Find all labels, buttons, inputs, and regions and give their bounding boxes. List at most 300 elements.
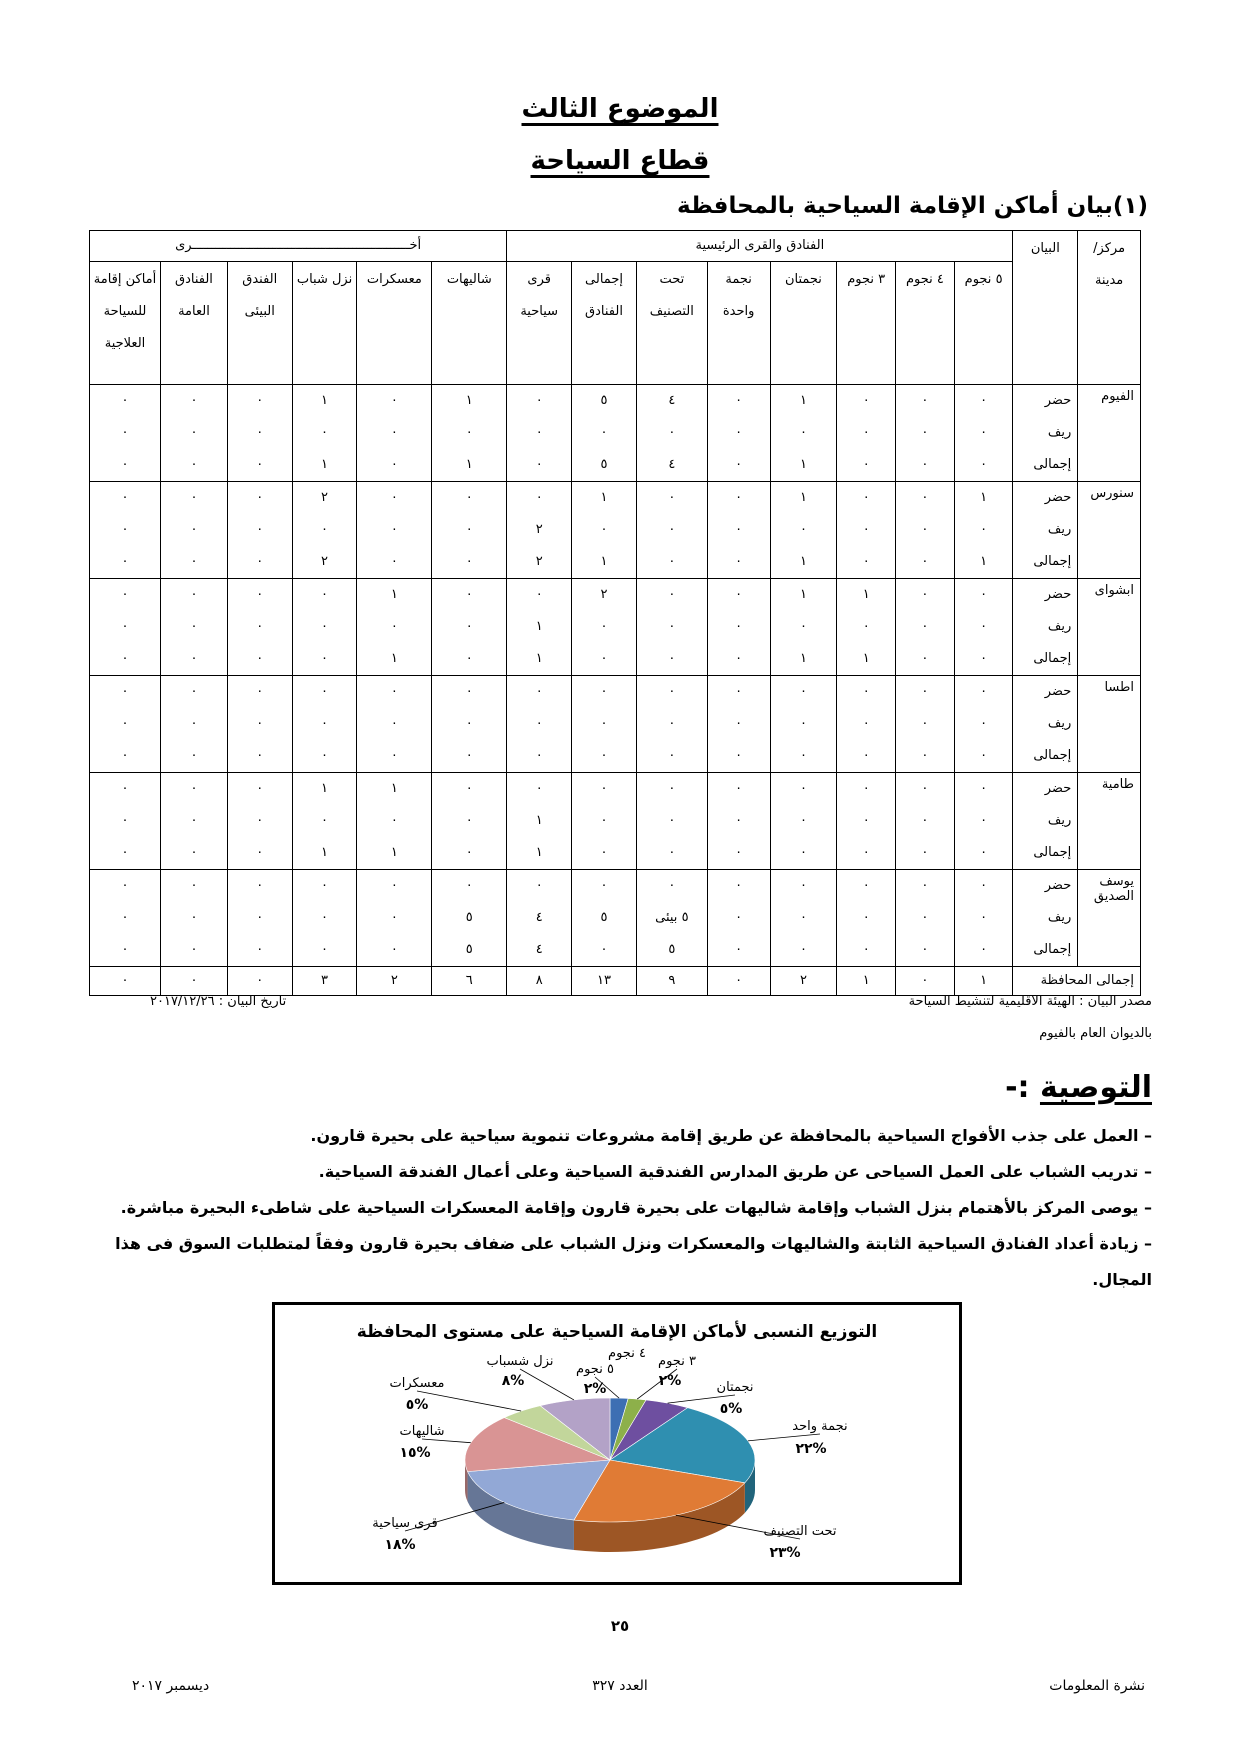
cell-value: ٠ [600, 942, 608, 957]
cell-value: ٠ [980, 878, 988, 893]
cell-value: ٠ [862, 457, 870, 472]
cell-value: ٤ [668, 393, 676, 408]
cell-value: ٠ [256, 910, 264, 925]
sub-label: ريف [1047, 619, 1072, 634]
cell-value: ٠ [799, 522, 807, 537]
cell-value: ٠ [668, 684, 676, 699]
cell-value: ٠ [321, 522, 329, 537]
total-label: إجمالى المحافظة [1013, 967, 1141, 996]
cell-value: ٠ [535, 716, 543, 731]
cell-value: ٠ [390, 942, 398, 957]
data-cell [572, 482, 637, 579]
data-cell [837, 676, 896, 773]
data-cell [770, 870, 837, 967]
row-markaz-name: ابشواى [1078, 579, 1141, 676]
data-cell [896, 870, 955, 967]
cell-value: ٠ [190, 748, 198, 763]
cell-value: ٠ [465, 522, 473, 537]
data-cell [161, 870, 228, 967]
cell-value: ١ [862, 587, 870, 602]
data-cell [292, 482, 357, 579]
cell-value: ٠ [256, 587, 264, 602]
cell-value: ٠ [121, 522, 129, 537]
cell-value: ٠ [921, 522, 929, 537]
data-cell [896, 482, 955, 579]
data-cell [432, 773, 507, 870]
data-cell [707, 676, 770, 773]
cell-value: ١ [390, 587, 398, 602]
data-cell [227, 385, 292, 482]
row-markaz-name: يوسف الصديق [1078, 870, 1141, 967]
cell-value: ٠ [121, 781, 129, 796]
row-sub-labels [1013, 870, 1078, 967]
cell-value: ١ [799, 554, 807, 569]
cell-value: ٠ [600, 845, 608, 860]
cell-value: ٠ [256, 942, 264, 957]
cell-value: ٠ [668, 554, 676, 569]
data-cell [292, 385, 357, 482]
data-cell [161, 579, 228, 676]
sub-label: إجمالى [1033, 554, 1072, 569]
table-total-row [90, 967, 1141, 996]
cell-value: ٠ [256, 425, 264, 440]
data-cell [954, 482, 1013, 579]
cell-value: ٠ [256, 813, 264, 828]
cell-value: ٠ [190, 845, 198, 860]
header-col-main: إجمالى الفنادق [572, 262, 637, 385]
data-cell [954, 579, 1013, 676]
source-line-2: بالديوان العام بالفيوم [1039, 1026, 1152, 1041]
cell-value: ٠ [465, 845, 473, 860]
data-cell [896, 676, 955, 773]
pie-label: ٣ نجوم [658, 1354, 696, 1369]
cell-value: ٠ [862, 781, 870, 796]
pie-value-label: %٢ [583, 1381, 607, 1397]
cell-value: ٠ [465, 878, 473, 893]
cell-value: ٠ [535, 393, 543, 408]
cell-value: ٠ [980, 651, 988, 666]
cell-value: ١ [535, 845, 543, 860]
pie-label: قرى سياحية [372, 1516, 438, 1531]
cell-value: ٠ [321, 748, 329, 763]
cell-value: ٠ [256, 781, 264, 796]
cell-value: ٤ [535, 910, 543, 925]
cell-value: ١ [465, 457, 473, 472]
cell-value: ٠ [256, 522, 264, 537]
total-cell: ١ [837, 967, 896, 996]
cell-value: ٠ [121, 845, 129, 860]
data-cell [837, 385, 896, 482]
data-cell [357, 482, 432, 579]
header-group-main: الفنادق والقرى الرئيسية [507, 231, 1013, 262]
pie-label: ٤ نجوم [608, 1346, 646, 1361]
cell-value: ٠ [980, 813, 988, 828]
cell-value: ٠ [799, 813, 807, 828]
recommendation-item: – زيادة أعداد الفنادق السياحية الثابتة والشاليهات والمعسكرات ونزل الشباب على ضفاف بحيرة قارون وفقاً لمتطلبات السوق فى هذا المجال. [115, 1234, 1152, 1289]
page-title: الموضوع الثالث [521, 94, 719, 124]
data-cell [572, 579, 637, 676]
cell-value: ٠ [862, 845, 870, 860]
cell-value: ٠ [735, 748, 743, 763]
cell-value: ٠ [535, 781, 543, 796]
cell-value: ٠ [862, 716, 870, 731]
cell-value: ٠ [390, 813, 398, 828]
data-cell [636, 579, 707, 676]
cell-value: ٠ [390, 425, 398, 440]
header-col-main: ٣ نجوم [837, 262, 896, 385]
data-cell [357, 773, 432, 870]
cell-value: ٠ [980, 781, 988, 796]
table-row [90, 676, 1141, 773]
data-cell [707, 482, 770, 579]
cell-value: ٠ [256, 716, 264, 731]
cell-value: ٠ [600, 619, 608, 634]
cell-value: ٠ [921, 457, 929, 472]
cell-value: ٠ [535, 684, 543, 699]
pie-value-label: %٥ [719, 1401, 743, 1417]
cell-value: ٠ [600, 748, 608, 763]
sub-label: حضر [1044, 781, 1072, 796]
cell-value: ٠ [980, 910, 988, 925]
cell-value: ٠ [862, 813, 870, 828]
cell-value: ٠ [980, 393, 988, 408]
cell-value: ٥ [668, 942, 676, 957]
pie-label: ٥ نجوم [576, 1362, 614, 1377]
cell-value: ٠ [735, 619, 743, 634]
total-cell: ٢ [770, 967, 837, 996]
cell-value: ٠ [735, 878, 743, 893]
cell-value: ١ [465, 393, 473, 408]
cell-value: ١ [535, 619, 543, 634]
cell-value: ٠ [600, 522, 608, 537]
data-cell [432, 385, 507, 482]
cell-value: ٠ [321, 878, 329, 893]
header-col-main: ٥ نجوم [954, 262, 1013, 385]
data-cell [507, 870, 572, 967]
data-cell [227, 676, 292, 773]
cell-value: ٠ [980, 684, 988, 699]
data-cell [161, 676, 228, 773]
pie-label: تحت التصنيف [763, 1524, 837, 1539]
sub-label: إجمالى [1033, 942, 1072, 957]
cell-value: ١ [600, 554, 608, 569]
pie-leader-line [520, 1369, 574, 1400]
cell-value: ١ [862, 651, 870, 666]
accommodation-table [89, 230, 1141, 996]
pie-value-label: %١٨ [384, 1537, 416, 1553]
cell-value: ٠ [921, 684, 929, 699]
cell-value: ٠ [390, 554, 398, 569]
cell-value: ٠ [921, 619, 929, 634]
pie-chart-frame [272, 1302, 962, 1585]
data-cell [90, 385, 161, 482]
cell-value: ٠ [735, 425, 743, 440]
data-cell [292, 676, 357, 773]
page-subtitle: قطاع السياحة [530, 146, 710, 176]
cell-value: ٠ [121, 490, 129, 505]
cell-value: ٥ [465, 942, 473, 957]
cell-value: ٠ [921, 942, 929, 957]
cell-value: ٠ [465, 651, 473, 666]
data-cell [432, 870, 507, 967]
cell-value: ٠ [321, 651, 329, 666]
cell-value: ٠ [921, 393, 929, 408]
cell-value: ٠ [735, 554, 743, 569]
cell-value: ٠ [862, 942, 870, 957]
cell-value: ٠ [980, 845, 988, 860]
data-cell [507, 676, 572, 773]
data-cell [707, 773, 770, 870]
cell-value: ٠ [121, 425, 129, 440]
cell-value: ٠ [190, 684, 198, 699]
header-col-main: تحت التصنيف [636, 262, 707, 385]
cell-value: ٠ [600, 781, 608, 796]
data-cell [636, 676, 707, 773]
total-cell: ٨ [507, 967, 572, 996]
total-cell: ١ [954, 967, 1013, 996]
cell-value: ٠ [668, 781, 676, 796]
cell-value: ٠ [190, 619, 198, 634]
pie-chart [275, 1305, 959, 1582]
cell-value: ١ [980, 554, 988, 569]
data-cell [707, 579, 770, 676]
cell-value: ٠ [121, 813, 129, 828]
row-sub-labels [1013, 579, 1078, 676]
cell-value: ٠ [190, 554, 198, 569]
sub-label: حضر [1044, 393, 1072, 408]
cell-value: ٠ [321, 910, 329, 925]
cell-value: ٠ [390, 716, 398, 731]
footer-publication: نشرة المعلومات [1049, 1678, 1145, 1694]
data-cell [90, 773, 161, 870]
cell-value: ٠ [321, 425, 329, 440]
data-cell [161, 385, 228, 482]
header-col-main: نجمة واحدة [707, 262, 770, 385]
cell-value: ٥ بيئى [655, 910, 689, 925]
cell-value: ٠ [190, 425, 198, 440]
recommendations-title [1005, 1070, 1152, 1105]
pie-leader-line [417, 1391, 521, 1411]
cell-value: ٠ [321, 587, 329, 602]
cell-value: ٠ [921, 490, 929, 505]
cell-value: ٠ [256, 748, 264, 763]
cell-value: ٠ [390, 619, 398, 634]
cell-value: ٠ [535, 748, 543, 763]
pie-value-label: %١٥ [399, 1445, 431, 1461]
table-row [90, 870, 1141, 967]
data-cell [954, 773, 1013, 870]
cell-value: ٠ [390, 684, 398, 699]
cell-value: ٠ [980, 522, 988, 537]
row-markaz-name: سنورس [1078, 482, 1141, 579]
source-line-1: مصدر البيان : الهيئة الاقليمية لتنشيط السياحة [908, 994, 1152, 1009]
cell-value: ٠ [799, 684, 807, 699]
cell-value: ٠ [390, 910, 398, 925]
cell-value: ٠ [535, 425, 543, 440]
cell-value: ٠ [862, 684, 870, 699]
recommendation-item: – يوصى المركز بالأهتمام بنزل الشباب وإقامة شاليهات على بحيرة قارون وإقامة المعسكرات السياحية على شاطىء البحيرة مباشرة. [120, 1198, 1152, 1217]
data-cell [357, 870, 432, 967]
cell-value: ٠ [862, 878, 870, 893]
data-cell [292, 773, 357, 870]
cell-value: ١ [799, 490, 807, 505]
cell-value: ٠ [735, 942, 743, 957]
cell-value: ٠ [799, 942, 807, 957]
cell-value: ٠ [600, 684, 608, 699]
cell-value: ٠ [390, 457, 398, 472]
cell-value: ٥ [600, 910, 608, 925]
cell-value: ٠ [921, 845, 929, 860]
pie-value-label: %٢٣ [769, 1545, 801, 1561]
cell-value: ٠ [799, 748, 807, 763]
cell-value: ٢ [535, 522, 543, 537]
cell-value: ٠ [256, 554, 264, 569]
cell-value: ٠ [735, 522, 743, 537]
cell-value: ١ [535, 651, 543, 666]
cell-value: ٠ [465, 684, 473, 699]
data-cell [636, 773, 707, 870]
cell-value: ٠ [190, 457, 198, 472]
data-cell [90, 579, 161, 676]
table-row [90, 482, 1141, 579]
cell-value: ٠ [465, 781, 473, 796]
data-cell [227, 482, 292, 579]
total-cell: ٦ [432, 967, 507, 996]
total-cell: ٢ [357, 967, 432, 996]
cell-value: ٠ [921, 878, 929, 893]
header-col-main: قرى سياحية [507, 262, 572, 385]
cell-value: ٠ [121, 393, 129, 408]
footer-issue: العدد ٣٢٧ [592, 1678, 648, 1694]
cell-value: ٠ [390, 522, 398, 537]
data-cell [572, 385, 637, 482]
row-markaz-name: الفيوم [1078, 385, 1141, 482]
data-cell [161, 773, 228, 870]
header-bayan: البيان [1013, 231, 1078, 385]
data-cell [292, 870, 357, 967]
header-col-main: ٤ نجوم [896, 262, 955, 385]
cell-value: ٥ [600, 457, 608, 472]
cell-value: ٠ [980, 587, 988, 602]
data-cell [572, 676, 637, 773]
cell-value: ٠ [600, 425, 608, 440]
sub-label: إجمالى [1033, 457, 1072, 472]
cell-value: ٠ [600, 651, 608, 666]
row-markaz-name: طامية [1078, 773, 1141, 870]
cell-value: ٠ [465, 748, 473, 763]
cell-value: ٠ [735, 587, 743, 602]
data-cell [837, 579, 896, 676]
cell-value: ٠ [668, 425, 676, 440]
cell-value: ٠ [121, 587, 129, 602]
cell-value: ٠ [190, 716, 198, 731]
cell-value: ١ [321, 457, 329, 472]
cell-value: ٠ [190, 813, 198, 828]
row-sub-labels [1013, 482, 1078, 579]
cell-value: ٠ [921, 781, 929, 796]
cell-value: ٠ [256, 619, 264, 634]
total-cell: ٠ [227, 967, 292, 996]
data-cell [227, 773, 292, 870]
pie-leader-line [422, 1439, 471, 1443]
cell-value: ٠ [121, 651, 129, 666]
cell-value: ٠ [921, 813, 929, 828]
cell-value: ٠ [465, 490, 473, 505]
cell-value: ٠ [535, 457, 543, 472]
cell-value: ٠ [121, 878, 129, 893]
cell-value: ٠ [321, 684, 329, 699]
cell-value: ٠ [600, 813, 608, 828]
sub-label: ريف [1047, 813, 1072, 828]
cell-value: ١ [535, 813, 543, 828]
cell-value: ٠ [980, 425, 988, 440]
table-row [90, 385, 1141, 482]
sub-label: ريف [1047, 910, 1072, 925]
cell-value: ٠ [921, 425, 929, 440]
header-col-other: معسكرات [357, 262, 432, 385]
cell-value: ٠ [862, 425, 870, 440]
data-cell [432, 482, 507, 579]
cell-value: ٠ [799, 845, 807, 860]
cell-value: ٠ [980, 619, 988, 634]
data-cell [507, 579, 572, 676]
cell-value: ٠ [390, 490, 398, 505]
cell-value: ٠ [256, 393, 264, 408]
cell-value: ٠ [668, 845, 676, 860]
cell-value: ٠ [799, 878, 807, 893]
recommendation-item: – العمل على جذب الأفواج السياحية بالمحافظة عن طريق إقامة مشروعات تنموية سياحية على بحيرة قارون. [310, 1126, 1152, 1145]
row-markaz-name: اطسا [1078, 676, 1141, 773]
cell-value: ١ [321, 781, 329, 796]
data-cell [770, 385, 837, 482]
cell-value: ٠ [921, 716, 929, 731]
cell-value: ٠ [668, 587, 676, 602]
cell-value: ٠ [668, 813, 676, 828]
header-col-other: شاليهات [432, 262, 507, 385]
cell-value: ٠ [121, 910, 129, 925]
cell-value: ١ [390, 845, 398, 860]
cell-value: ٢ [535, 554, 543, 569]
sub-label: ريف [1047, 522, 1072, 537]
chart-title: التوزيع النسبى لأماكن الإقامة السياحية على مستوى المحافظة [356, 1322, 878, 1342]
data-cell [292, 579, 357, 676]
cell-value: ٠ [256, 878, 264, 893]
cell-value: ٠ [799, 619, 807, 634]
cell-value: ٠ [862, 748, 870, 763]
data-cell [432, 676, 507, 773]
cell-value: ١ [799, 651, 807, 666]
pie-label: شاليهات [399, 1424, 445, 1439]
cell-value: ٠ [862, 393, 870, 408]
data-cell [837, 870, 896, 967]
cell-value: ٠ [190, 781, 198, 796]
source-date: تاريخ البيان : ٢٠١٧/١٢/٢٦ [150, 994, 287, 1009]
cell-value: ٠ [190, 942, 198, 957]
cell-value: ٠ [921, 651, 929, 666]
cell-value: ٠ [390, 878, 398, 893]
cell-value: ٠ [190, 651, 198, 666]
data-cell [770, 579, 837, 676]
sub-label: إجمالى [1033, 748, 1072, 763]
cell-value: ٠ [735, 490, 743, 505]
cell-value: ٠ [600, 878, 608, 893]
cell-value: ٠ [256, 490, 264, 505]
cell-value: ٢ [321, 490, 329, 505]
cell-value: ٠ [668, 619, 676, 634]
cell-value: ٠ [390, 393, 398, 408]
cell-value: ٠ [321, 813, 329, 828]
cell-value: ١ [390, 781, 398, 796]
